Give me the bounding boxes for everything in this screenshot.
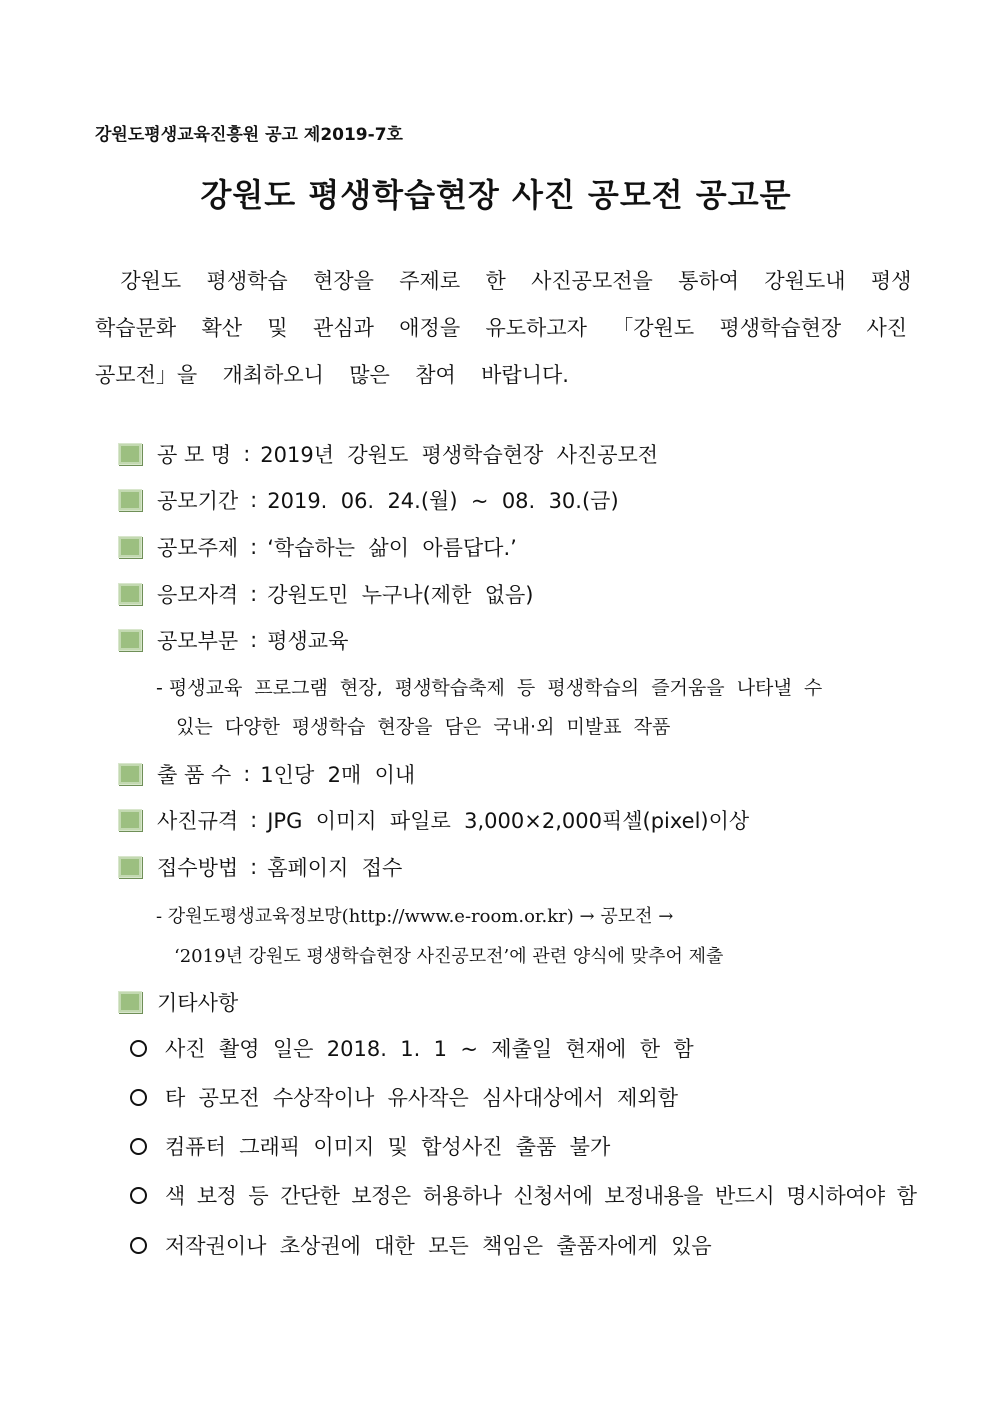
green-square-bullet-icon [118,856,142,878]
hollow-circle-bullet-icon [130,1237,147,1254]
item-value: 2019년 강원도 평생학습현장 사진공모전 [260,443,659,467]
green-square-bullet-icon [118,443,142,465]
intro-line: 강원도 평생학습 현장을 주제로 한 사진공모전을 통하여 강원도내 평생 [95,269,912,293]
intro-line: 공모전」을 개최하오니 많은 참여 바랍니다. [95,363,569,387]
other-note-item [130,1131,610,1161]
hollow-circle-bullet-icon [130,1138,147,1155]
item-label: 출 품 수 [157,763,232,787]
item-label: 사진규격 [157,809,239,833]
info-item-theme [118,530,517,564]
item-label: 응모자격 [157,583,239,607]
other-note-item [130,1180,916,1210]
info-item-period [118,483,619,517]
info-item-other [118,985,238,1019]
other-note-text: 저작권이나 초상권에 대한 모든 책임은 출품자에게 있음 [165,1234,712,1258]
submission-note-line: - 강원도평생교육정보망(http://www.e-room.or.kr) → 공모전 → [156,906,674,927]
item-value: 평생교육 [267,629,349,653]
item-value: JPG 이미지 파일로 3,000×2,000픽셀(pixel)이상 [267,809,750,833]
submission-note-line: ‘2019년 강원도 평생학습현장 사진공모전’에 관련 양식에 맞추어 제출 [174,946,724,967]
green-square-bullet-icon [118,763,142,785]
intro-line: 학습문화 확산 및 관심과 애정을 유도하고자 「강원도 평생학습현장 사진 [95,316,908,340]
item-value: 홈페이지 접수 [267,856,403,880]
hollow-circle-bullet-icon [130,1187,147,1204]
item-label: 기타사항 [157,991,239,1015]
item-value: 2019. 06. 24.(월) ~ 08. 30.(금) [267,489,619,513]
other-note-text: 색 보정 등 간단한 보정은 허용하나 신청서에 보정내용을 반드시 명시하여야 함 [165,1184,917,1208]
item-label: 접수방법 [157,856,239,880]
item-label: 공모기간 [157,489,239,513]
info-item-photo-spec [118,803,749,837]
other-note-item [130,1230,712,1260]
intro-paragraph [95,258,912,399]
document-title: 강원도 평생학습현장 사진 공모전 공고문 [200,176,792,214]
green-square-bullet-icon [118,489,142,511]
colon-separator: : [250,582,258,606]
colon-separator: : [250,488,258,512]
green-square-bullet-icon [118,536,142,558]
info-item-category [118,623,348,657]
other-note-item [130,1033,694,1063]
item-label: 공모주제 [157,536,239,560]
hollow-circle-bullet-icon [130,1089,147,1106]
notice-number: 강원도평생교육진흥원 공고 제2019-7호 [95,125,403,145]
item-value: 강원도민 누구나(제한 없음) [267,583,534,607]
green-square-bullet-icon [118,583,142,605]
item-label: 공모부문 [157,629,239,653]
green-square-bullet-icon [118,991,142,1013]
colon-separator: : [250,855,258,879]
green-square-bullet-icon [118,629,142,651]
category-note-line: 있는 다양한 평생학습 현장을 담은 국내·외 미발표 작품 [176,716,671,738]
info-item-submission [118,850,402,884]
other-note-text: 컴퓨터 그래픽 이미지 및 합성사진 출품 불가 [165,1135,611,1159]
item-value: 1인당 2매 이내 [260,763,416,787]
category-note-line: - 평생교육 프로그램 현장, 평생학습축제 등 평생학습의 즐거움을 나타낼 수 [156,677,823,699]
colon-separator: : [250,535,258,559]
other-note-text: 사진 촬영 일은 2018. 1. 1 ~ 제출일 현재에 한 함 [165,1037,694,1061]
colon-separator: : [250,628,258,652]
hollow-circle-bullet-icon [130,1040,147,1057]
item-value: ‘학습하는 삶이 아름답다.’ [267,536,517,560]
green-square-bullet-icon [118,809,142,831]
colon-separator: : [243,442,251,466]
info-item-entry-count [118,757,415,791]
item-label: 공 모 명 [157,443,232,467]
info-item-eligibility [118,577,533,611]
colon-separator: : [250,808,258,832]
info-item-contest-name [118,437,658,471]
other-note-item [130,1082,678,1112]
colon-separator: : [243,762,251,786]
other-note-text: 타 공모전 수상작이나 유사작은 심사대상에서 제외함 [165,1086,679,1110]
